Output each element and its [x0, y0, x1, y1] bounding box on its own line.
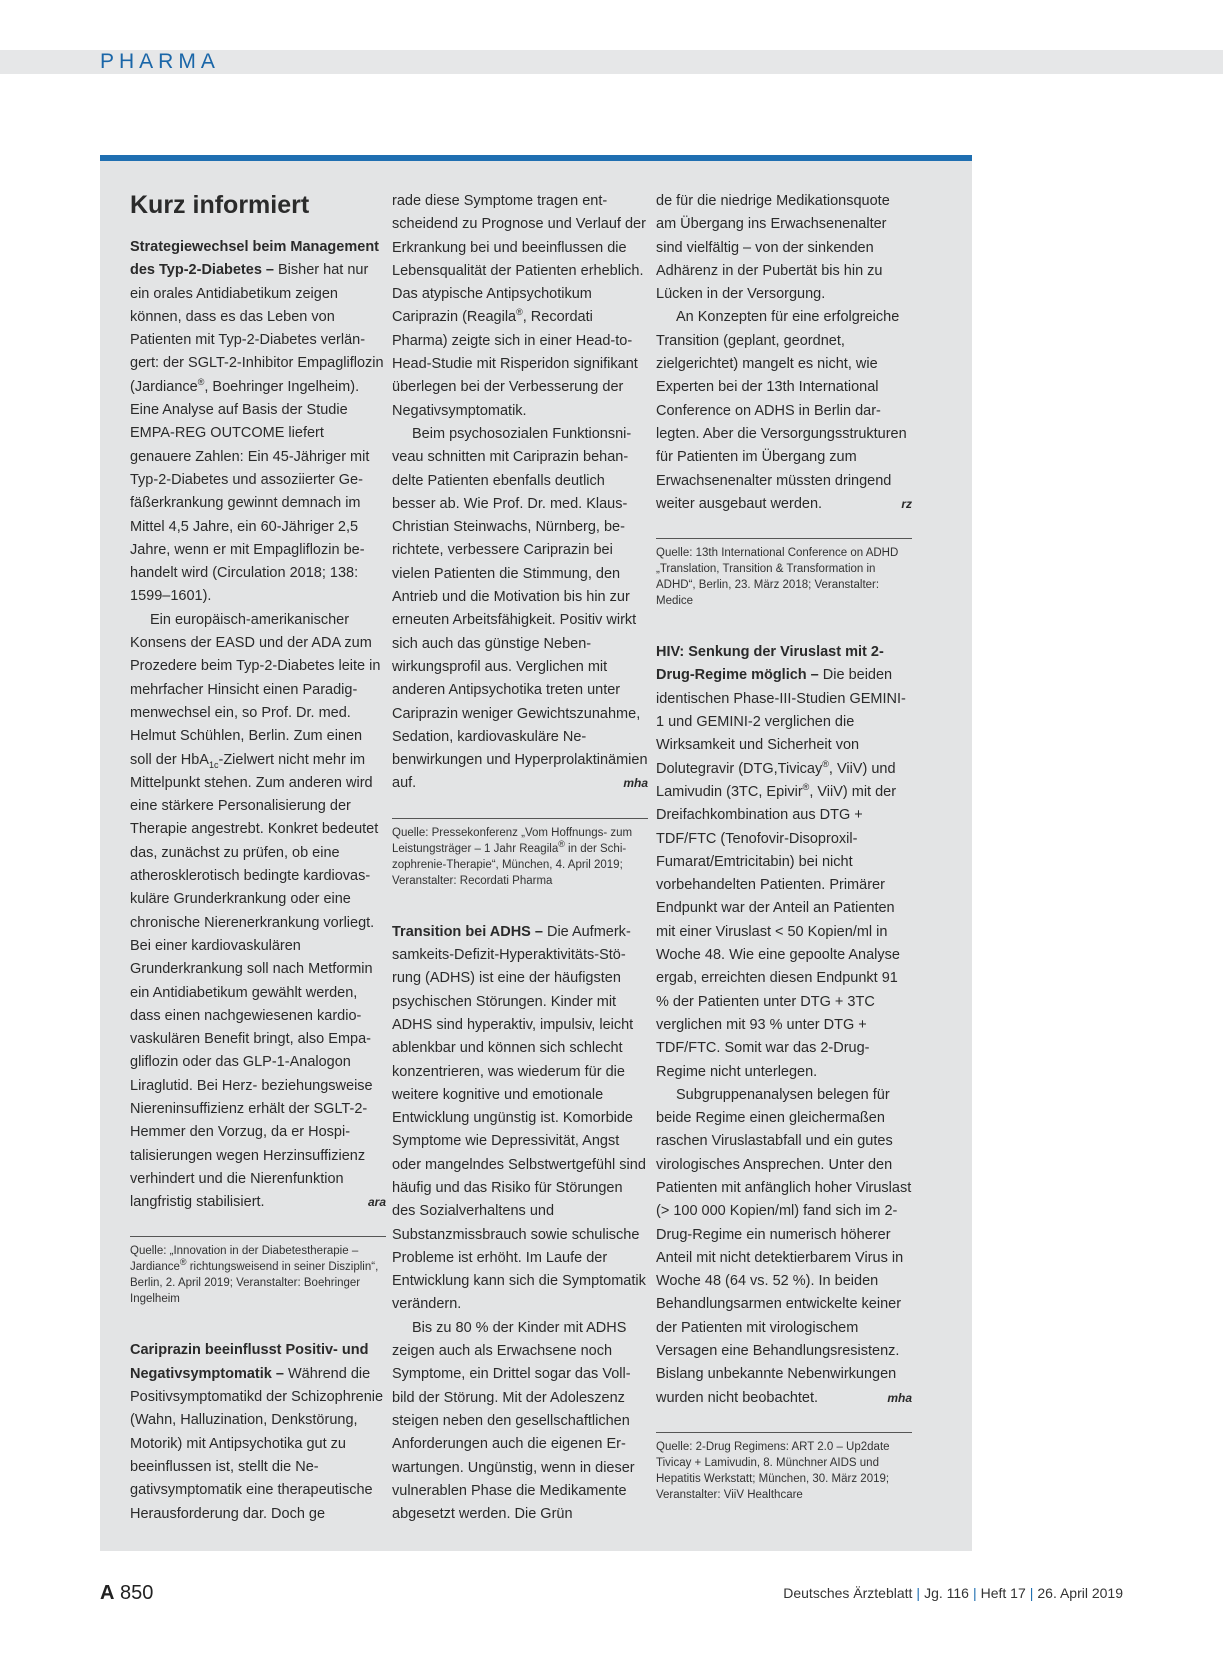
author-initials: mha: [623, 776, 648, 791]
column-1: [130, 190, 386, 1526]
column-2: [392, 190, 648, 1526]
registered-mark: ®: [197, 376, 205, 387]
author-initials: rz: [901, 496, 912, 511]
article-diabetes-p2: Ein europäisch-amerikanischer Konsens der EASD und der ADA zum Prozedere beim Typ-2-Diabetes leite in mehrfacher Hinsicht einen Paradigmenwechsel ein, so Prof. Dr. med. Helmut Schühlen, Berlin. Zum einen soll der HbA$_{1c}$-Zielwert nicht mehr im Mittelpunkt stehen. Zum anderen wird eine stärkere Personalisierung der Therapie angestrebt. Konkret bedeutet das, zunächst zu prüfen, ob eine atherosklerotisch bedingte kardiovaskuläre Grunderkrankung oder eine chronische Nierenerkrankung vorliegt. Bei einer kardiovaskulären Grunderkrankung soll nach Metformin ein Antidiabetikum gewählt werden, dass einen nachgewiesenen kardiovaskulären Benefit bringt, also Empagliflozin oder das GLP-1-Analogon Liraglutid. Bei Herz- beziehungsweise Niereninsuffizienz erhält der SGLT-2-Hemmer den Vorzug, da er Hospitalisierungen wegen Herzinsuffizienz verhindert und die Nierenfunktion langfristig stabilisiert. ara: [130, 609, 386, 1215]
article-hiv-p2: Subgruppenanalysen belegen für beide Regime einen gleichermaßen raschen Viruslastabfall und ein gutes virologisches Ansprechen. Unter den Patienten mit anfänglich hoher Viruslast (> 100 000 Kopien/ml) fand sich im 2-Drug-Regime ein numerisch höherer Anteil mit nicht detektierbarem Virus in Woche 48 (64 vs. 52 %). In beiden Behandlungsarmen entwickelte keiner der Patienten mit virologischem Versagen eine Behandlungsresistenz. Bislang unbekannte Nebenwirkungen wurden nicht beobachtet. mha: [656, 1084, 912, 1410]
source-note: Quelle: 13th International Conference on ADHD „Translation, Transition & Transformation in ADHD“, Berlin, 23. März 2018; Veranstalter: Medice: [656, 538, 912, 609]
article-adhs-p2: Bis zu 80 % der Kinder mit ADHS zeigen auch als Erwachsene noch Symptome, ein Drittel sogar das Vollbild der Störung. Mit der Adoleszenz steigen neben den gesellschaftlichen Anforderungen auch die eigenen Erwartungen. Ungünstig, wenn in dieser vulnerablen Phase die Medikamente abgesetzt werden. Die Grün: [392, 1319, 635, 1523]
journal-info: Deutsches Ärzteblatt | Jg. 116 | Heft 17 | 26. April 2019: [783, 1585, 1123, 1601]
article-adhs-p3: An Konzepten für eine erfolgreiche Transition (geplant, geordnet, zielgerichtet) mangelt es nicht, wie Experten bei der 13th International Conference on ADHS in Berlin darlegten. Aber die Versorgungsstrukturen für Patienten im Übergang zum Erwachsenenalter müssten dringend weiter ausgebaut werden. rz: [656, 306, 912, 516]
journal-date: 26. April 2019: [1037, 1585, 1123, 1601]
article-adhs-headline: Transition bei ADHS –: [392, 923, 543, 940]
article-adhs-p2-cont: de für die niedrige Medikationsquote am Übergang ins Erwachsenenalter sind vielfältig – von der sinkenden Adhärenz in der Pubertät bis hin zu Lücken in der Versorgung.: [656, 193, 890, 303]
article-cariprazin-p1-cont: rade diese Symptome tragen entscheidend zu Prognose und Verlauf der Erkrankung bei und beeinflussen die Lebensqualität der Patienten erheblich. Das atypische Antipsychotikum Cariprazin (Reagila®, Recordati Pharma) zeigte sich in einer Head-to-Head-Studie mit Risperidon signifikant überlegen bei der Verbesserung der Negativsymptomatik.: [392, 193, 646, 419]
article-hiv-headline: HIV: Senkung der Viruslast mit 2-Drug-Regime möglich –: [656, 644, 884, 684]
info-box: [100, 155, 972, 1551]
journal-issue: Heft 17: [980, 1585, 1026, 1601]
article-cariprazin-p1: Cariprazin beeinflusst Positiv- und Negativsymptomatik – Während die Positivsymptomatikd der Schizophrenie (Wahn, Halluzination, Denkstörung, Motorik) mit Antipsychotika gut zu beeinflussen ist, stellt die Negativsymptomatik eine therapeutische Herausforderung dar. Doch ge: [130, 1342, 384, 1522]
source-note: Quelle: „Innovation in der Diabetestherapie – Jardiance® richtungsweisend in seiner Disziplin“, Berlin, 2. April 2019; Veranstalter: Boehringer Ingelheim: [130, 1236, 386, 1307]
article-cariprazin-p2: Beim psychosozialen Funktionsniveau schnitten mit Cariprazin behandelte Patienten ebenfalls deutlich besser ab. Wie Prof. Dr. med. Klaus-Christian Steinwachs, Nürnberg, berichtete, verbessere Cariprazin bei vielen Patienten die Stimmung, den Antrieb und die Motivation bis hin zur erneuten Arbeitsfähigkeit. Positiv wirkt sich auch das günstige Nebenwirkungsprofil aus. Verglichen mit anderen Antipsychotika treten unter Cariprazin weniger Gewichtszunahme, Sedation, kardiovaskuläre Nebenwirkungen und Hyperprolaktinämien auf. mha: [392, 423, 648, 796]
page-number: A 850: [100, 1582, 154, 1604]
journal-name: Deutsches Ärzteblatt: [783, 1585, 913, 1601]
box-title: Kurz informiert: [130, 191, 310, 219]
journal-volume: Jg. 116: [924, 1585, 969, 1601]
article-diabetes-p1: Strategiewechsel beim Management des Typ-2-Diabetes – Bisher hat nur ein orales Antidiabetikum zeigen können, dass es das Leben von Patienten mit Typ-2-Diabetes verlängert: der SGLT-2-Inhibitor Empagliflozin (Jardiance®, Boehringer Ingelheim). Eine Analyse auf Basis der Studie EMPA-REG OUTCOME liefert genauere Zahlen: Ein 45-Jähriger mit Typ-2-Diabetes und assoziierter Gefäßerkrankung gewinnt demnach im Mittel 4,5 Jahre, ein 60-Jähriger 2,5 Jahre, wenn er mit Empagliflozin behandelt wird (Circulation 2018; 138: 1599–1601).: [130, 239, 384, 605]
author-initials: mha: [887, 1390, 912, 1405]
source-note: Quelle: Pressekonferenz „Vom Hoffnungs- zum Leistungsträger – 1 Jahr Reagila® in der Schizophrenie-Therapie“, München, 4. April 2019; Veranstalter: Recordati Pharma: [392, 818, 648, 889]
source-note: Quelle: 2-Drug Regimens: ART 2.0 – Up2date Tivicay + Lamivudin, 8. Münchner AIDS und Hepatitis Werkstatt; München, 30. März 2019; Veranstalter: ViiV Healthcare: [656, 1432, 912, 1503]
article-cariprazin-headline: Cariprazin beeinflusst Positiv- und Negativsymptomatik –: [130, 1342, 369, 1382]
article-diabetes-headline: Strategiewechsel beim Management des Typ-2-Diabetes –: [130, 239, 379, 279]
author-initials: ara: [367, 1195, 386, 1210]
section-label: PHARMA: [100, 50, 220, 73]
article-adhs-p1: Transition bei ADHS – Die Aufmerksamkeits-Defizit-Hyperaktivitäts-Störung (ADHS) ist eine der häufigsten psychischen Störungen. Kinder mit ADHS sind hyperaktiv, impulsiv, leicht ablenkbar und können sich schlecht konzentrieren, was wiederum für die weitere kognitive und emotionale Entwicklung ungünstig ist. Komorbide Symptome wie Depressivität, Angst oder mangelndes Selbstwertgefühl sind häufig und das Risiko für Störungen des Sozialverhaltens und Substanzmissbrauch sowie schulische Probleme ist erhöht. Im Laufe der Entwicklung kann sich die Symptomatik verändern.: [392, 923, 646, 1313]
column-3: [656, 190, 912, 1535]
article-hiv-p1: HIV: Senkung der Viruslast mit 2-Drug-Regime möglich – Die beiden identischen Phase-III-Studien GEMINI-1 und GEMINI-2 verglichen die Wirksamkeit und Sicherheit von Dolutegravir (DTG,Tivicay®, ViiV) und Lamivudin (3TC, Epivir®, ViiV) mit der Dreifachkombination aus DTG + TDF/FTC (Tenofovir-Disoproxil-Fumarat/Emtricitabin) bei nicht vorbehandelten Patienten. Primärer Endpunkt war der Anteil an Patienten mit einer Viruslast < 50 Kopien/ml in Woche 48. Wie eine gepoolte Analyse ergab, erreichten diesen Endpunkt 91 % der Patienten unter DTG + 3TC verglichen mit 93 % unter DTG + TDF/FTC. Somit war das 2-Drug-Regime nicht unterlegen.: [656, 644, 906, 1080]
